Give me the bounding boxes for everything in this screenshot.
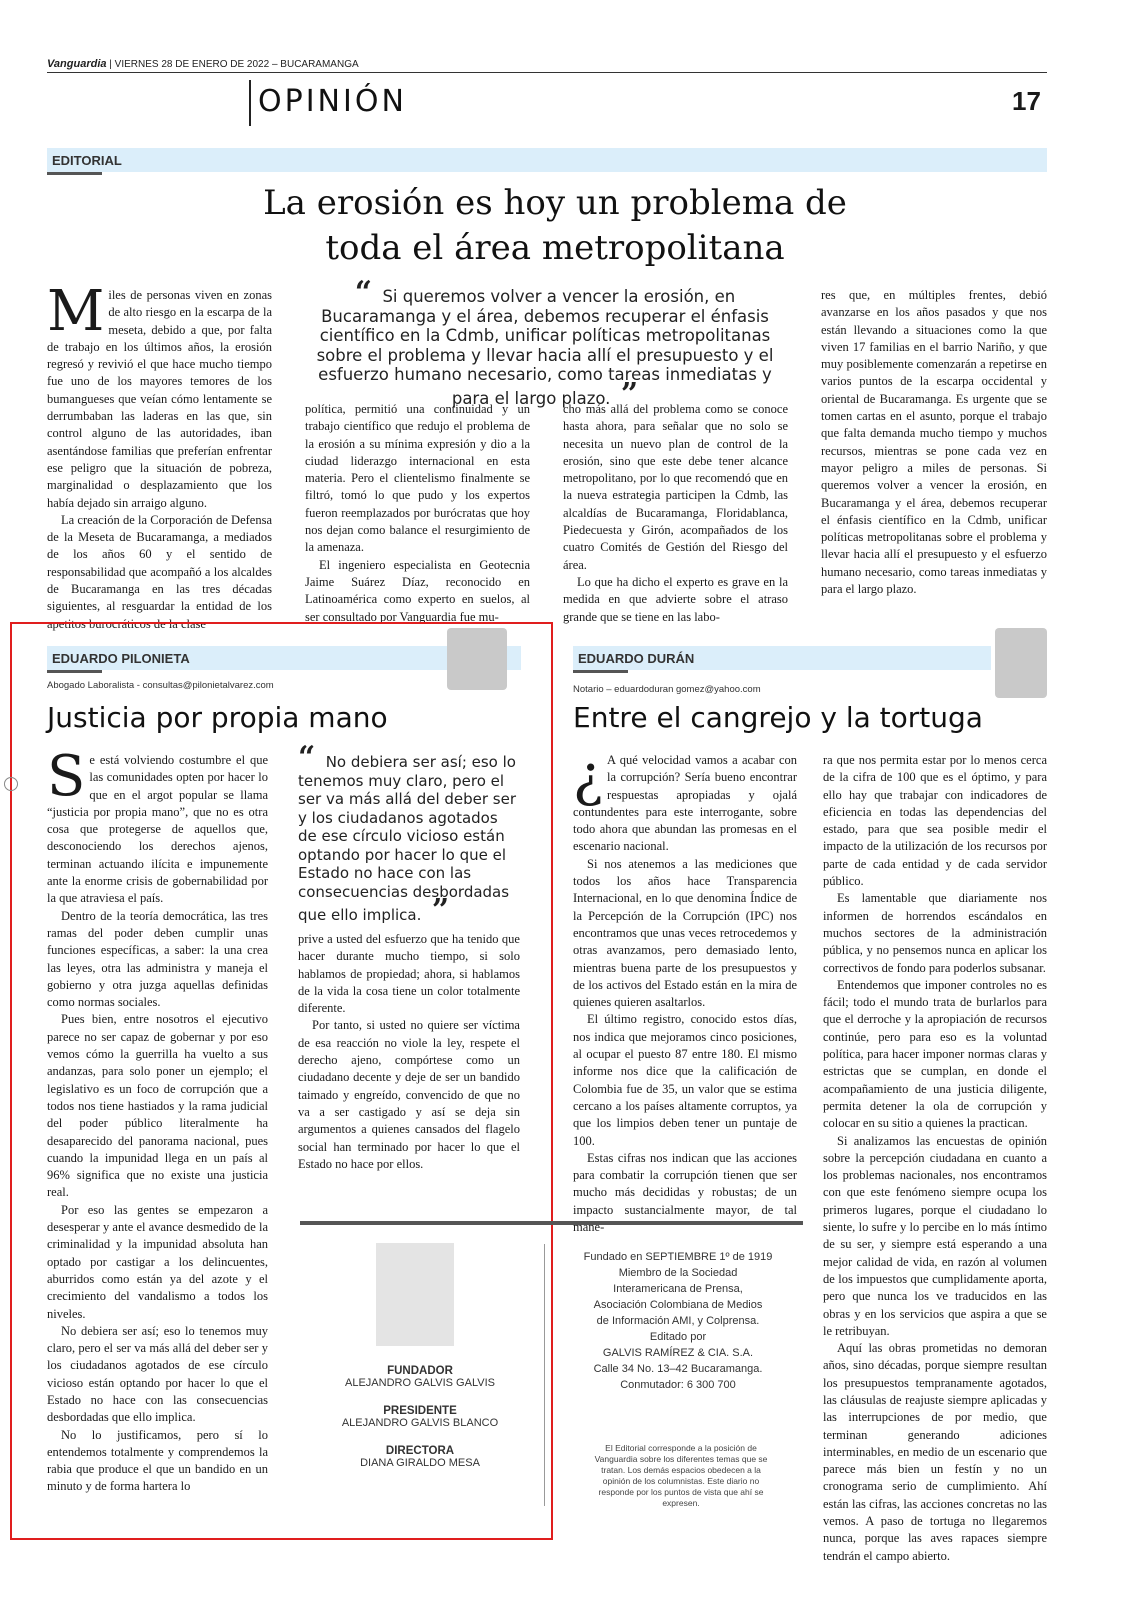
editorial-band (47, 148, 1047, 172)
section-divider (249, 80, 251, 126)
director-name: DIANA GIRALDO MESA (360, 1457, 480, 1469)
duran-p4: Estas cifras nos indican que las acciones para combatir la corrupción tienen que ser mucho más decididas y robustas; de un impacto sustancialmente mayor, de tal mane- (573, 1150, 797, 1235)
pilonieta-byline: Abogado Laboralista - consultas@pilonietalvarez.com (47, 680, 274, 691)
open-quote-icon: “ (354, 275, 383, 310)
pilonieta-c2p2: Por tanto, si usted no quiere ser víctima de esa reacción no viole la ley, respete el derecho ajeno, compórtese como un ciudadano decente y deje de ser un bandido taimado y engreído, convencido de que no va a ser castigado y así se deja sin argumentos a quienes cansados del flagelo social han terminado por hacer lo que el Estado no hace por ellos. (298, 1018, 520, 1171)
info-line: Conmutador: 6 300 700 (620, 1379, 736, 1391)
pilonieta-p1: e está volviendo costumbre el que las comunidades opten por hacer lo que en el argot popular se llama “justicia por propia mano”, que no es otra cosa que protegerse de aquellos que, desconociendo los derechos ajenos, terminan actuando ilícita e impunemente ante la enorme crisis de gobernabilidad por la que atraviesa el país. (47, 753, 268, 906)
pilonieta-column-2 (298, 931, 520, 1173)
section-title: OPINIÓN (258, 84, 407, 119)
pilonieta-author: EDUARDO PILONIETA (52, 651, 190, 666)
duran-column-1 (573, 744, 797, 1236)
masthead (47, 58, 359, 70)
founder-name: ALEJANDRO GALVIS GALVIS (345, 1377, 495, 1389)
editorial-c1-p1: iles de personas viven en zonas de alto riesgo en la escarpa de la meseta, debido a que, por falta de trabajo en los últimos años, la erosión regresó y revivió el que hace mucho tiempo fue uno de los mayores temores de los bumangueses que veían cómo lentamente se derrumbaban las laderas en las que, sin control alguno de las autoridades, iban asentándose familias que preferían enfrentar ese peligro que la situación de pobreza, marginalidad o desplazamiento que los había dejado sin arraigo alguno. (47, 288, 272, 510)
pilonieta-avatar (447, 628, 507, 690)
duran-underline (573, 670, 628, 673)
editorial-label-underline (47, 172, 102, 175)
registration-mark-icon (4, 777, 18, 791)
duran-author: EDUARDO DURÁN (578, 651, 695, 666)
credits-list (330, 1365, 510, 1485)
pilonieta-title: Justicia por propia mano (47, 701, 388, 734)
info-line: GALVIS RAMÍREZ & CIA. S.A. (602, 1347, 754, 1359)
duran-dropcap: ¿ (573, 744, 604, 809)
pilonieta-column-1 (47, 744, 268, 1496)
info-line: Asociación Colombiana de Medios (593, 1299, 763, 1311)
duran-c2p1: ra que nos permita estar por lo menos cerca de la cifra de 100 que es el óptimo, y para ello hay que trabajar con indicadores de eficiencia en todas las dependencias del estado, para que sea posible medir el impacto de la utilización de los recursos por parte de cada entidad y de cada servidor público. (823, 753, 1047, 889)
info-line: de Información AMI, y Colprensa. (596, 1315, 760, 1327)
duran-column-2 (823, 752, 1047, 1565)
duran-title: Entre el cangrejo y la tortuga (573, 701, 983, 734)
info-line: Interamericana de Prensa, (613, 1283, 743, 1295)
editorial-c2-p2: El ingeniero especialista en Geotecnia Jaime Suárez Díaz, reconocido en Latinoamérica como experto en suelos, al ser consultado por Vanguardia fue mu- (305, 557, 530, 624)
founder-photo (376, 1243, 454, 1346)
editorial-column-4 (821, 287, 1047, 598)
editorial-column-1 (47, 279, 272, 633)
duran-p1: A qué velocidad vamos a acabar con la corrupción? Sería bueno encontrar respuestas apropiadas y ojalá contundentes para este interrogante, sobre todo ahora que abundan las promesas en el escenario nacional. (573, 753, 797, 854)
page-number: 17 (1012, 86, 1041, 116)
pilonieta-underline (47, 670, 102, 673)
pilonieta-quote-text: No debiera ser así; eso lo tenemos muy claro, pero el ser va más allá del deber ser y los ciudadanos agotados de ese círculo vicioso están optando por hacer lo que el Estado no hace con las consecuencias desbordadas que ello implica. (298, 753, 517, 924)
pilonieta-p5: No debiera ser así; eso lo tenemos muy claro, pero el ser va más allá del deber ser y los ciudadanos agotados de ese círculo vicioso están optando por hacer lo que el Estado no hace con las consecuencias desbordadas que ello implica. (47, 1323, 268, 1425)
director-role: DIRECTORA (385, 1445, 455, 1457)
credits-divider (544, 1244, 545, 1506)
top-rule (47, 72, 1047, 73)
duran-c2p2: Es lamentable que diariamente nos informen de horrendos escándalos en muchos sectores de la administración pública, y no pensemos nunca en aplicar los correctivos de fondo para poderlos subsanar. (823, 891, 1047, 975)
editorial-dropcap: M (47, 279, 105, 344)
duran-c2p5: Aquí las obras prometidas no demoran años, sino décadas, porque siempre resultan los presupuestos tempranamente agotados, las cláusulas de reajuste siempre aplicadas y las interrupciones de por medio, que terminan generando adiciones interminables, en medio de un escenario que parece más bien un festín y no un cronograma serio de cumplimiento. Ahí están las cifras, las acciones concretas no las vemos. A paso de tortuga no llegaremos nunca, porque las aves rapaces siempre tendrán el campo abierto. (823, 1341, 1047, 1563)
editorial-column-2 (305, 401, 530, 626)
editorial-c3-p2: Lo que ha dicho el experto es grave en la medida en que advierte sobre el atraso grande que se tiene en las labo- (563, 574, 788, 624)
editorial-note: El Editorial corresponde a la posición de Vanguardia sobre los diferentes temas que se tratan. Los demás espacios obedecen a la opinión de los columnistas. Este diario no responde por los puntos de vista que ahí se expresen. (594, 1443, 768, 1508)
editorial-label: EDITORIAL (52, 153, 122, 168)
info-line: Editado por (649, 1331, 707, 1343)
editorial-headline: La erosión es hoy un problema de toda el área metropolitana (263, 183, 847, 268)
editorial-c4-p1: res que, en múltiples frentes, debió avanzarse en los años pasados y que nos están llevando a situaciones como la que viven 17 familias en el barrio Nariño, y que muy posiblemente comenzarán a repetirse en varios puntos de la escarpa occidental y oriental de Bucaramanga. Es urgente que se tomen cartas en el asunto, porque el trabajo que falta demanda mucho tiempo y muchos recursos, mientras se pone cada vez en mayor peligro a miles de personas. Si queremos volver a vencer la erosión, en Bucaramanga y el área, debemos recuperar el énfasis científico en la Cdmb, unificar políticas metropolitanas sobre el problema y llevar hacia allí el presupuesto y el esfuerzo humano necesario, como tareas inmediatas y para el largo plazo. (821, 288, 1047, 597)
pilonieta-p4: Por eso las gentes se empezaron a desesperar y ante el avance desmedido de la criminalidad y la impunidad absoluta han optado por castigar a los delincuentes, aburridos como están ya del azote y el crecimiento del vandalismo a todos los niveles. (47, 1202, 268, 1321)
close-quote-icon: ” (610, 376, 639, 412)
president-name: ALEJANDRO GALVIS BLANCO (341, 1417, 499, 1429)
duran-avatar (995, 628, 1047, 698)
editorial-c1-p2: La creación de la Corporación de Defensa de la Meseta de Bucaramanga, a mediados de los años 60 y el sentido de responsabilidad que acompañó a los alcaldes de Bucaramanga en las tres décadas siguientes, al resguardar la entidad de los apetitos burocráticos de la clase (47, 512, 272, 631)
duran-c2p4: Si analizamos las encuestas de opinión sobre la percepción ciudadana en cuanto a los problemas nacionales, nos encontramos con que este fenómeno siempre ocupa los primeros lugares, porque el ciudadano lo siente, lo sufre y lo percibe en lo más íntimo de su ser, y siempre está esperando a una mejor calidad de vida, en razón al volumen de los impuestos que cumplidamente aporta, pero que nunca los ve traducidos en las obras y en los servicios que aspira a que se le retribuyan. (823, 1133, 1047, 1338)
pilonieta-dropcap: S (47, 744, 86, 809)
close-quote-icon: ” (421, 893, 450, 928)
duran-byline: Notario – eduardoduran gomez@yahoo.com (573, 684, 761, 695)
pilonieta-p6: No lo justificamos, pero sí lo entendemos totalmente y comprendemos la rabia que produce el que un bandido en un minuto y de forma hartera lo (47, 1427, 268, 1494)
info-line: Miembro de la Sociedad (618, 1267, 738, 1279)
president-role: PRESIDENTE (383, 1405, 457, 1417)
pilonieta-c2p1: prive a usted del esfuerzo que ha tenido que hacer durante mucho tiempo, si solo hablamos de propiedad; ahora, si hablamos de la vida la cosa tiene un color totalmente diferente. (298, 932, 520, 1016)
pilonieta-p3: Pues bien, entre nosotros el ejecutivo parece no ser capaz de gobernar y por eso vemos cómo la guerrilla ha vuelto a sus andanzas, para solo poner un ejemplo; el legislativo es un foco de corrupción que a todos nos tiene hastiados y la rama judicial del poder público literalmente ha desaparecido del panorama nacional, pues cuando la impunidad llega en un país al 96% significa que no existe una justicia real. (47, 1012, 268, 1200)
open-quote-icon: “ (298, 740, 326, 775)
newspaper-info (578, 1249, 778, 1393)
pilonieta-p2: Dentro de la teoría democrática, las tres ramas del poder deben cumplir unas funciones específicas, a saber: la una crea las leyes, otra las administra y maneja el gobierno y otra juzga aquellas definidas como normas sociales. (47, 908, 268, 1010)
duran-c2p3: Entendemos que imponer controles no es fácil; todo el mundo trata de burlarlos para que el derroche y la apropiación de recursos continúe, pero para eso es la voluntad política, para hacer imponer normas claras y estrictas que se cumplan, en donde el acompañamiento de una justicia diligente, permita detener la ola de corrupción y colocar en su sitio a quienes la practican. (823, 977, 1047, 1131)
masthead-brand: Vanguardia (47, 58, 107, 70)
info-line: Fundado en SEPTIEMBRE 1º de 1919 (583, 1251, 773, 1263)
editorial-c2-p1: política, permitió una continuidad y un trabajo científico que redujo el problema de la erosión a su mínima expresión y dio a la ciudad liderazgo internacional en esta materia. Pero el clientelismo finalmente se filtró, tomó lo que pudo y los expertos fueron reemplazados por burócratas que hoy nos dejan como balance el resurgimiento de la amenaza. (305, 402, 530, 555)
masthead-dateline: VIERNES 28 DE ENERO DE 2022 – BUCARAMANGA (114, 59, 359, 70)
info-line: Calle 34 No. 13–42 Bucaramanga. (593, 1363, 763, 1375)
editorial-quote-text: Si queremos volver a vencer la erosión, en Bucaramanga y el área, debemos recuperar el énfasis científico en la Cdmb, unificar políticas metropolitanas sobre el problema y llevar hacia allí el presupuesto y el esfuerzo humano necesario, como tareas inmediatas y para el largo plazo. (316, 287, 774, 408)
masthead-separator: | (109, 59, 115, 70)
editorial-column-3 (563, 401, 788, 626)
pilonieta-pullquote (298, 740, 520, 928)
founder-role: FUNDADOR (387, 1365, 453, 1377)
duran-p3: El último registro, conocido estos días, nos indica que mejoramos cinco posiciones, al ocupar el puesto 87 entre 180. El mismo informe nos dice que la calificación de Colombia fue de 35, un valor que se estima cercano a los países altamente corruptos, ya que los limpios deben tener un puntaje de 100. (573, 1012, 797, 1148)
editorial-c3-p1: cho más allá del problema como se conoce hasta ahora, para señalar que no solo se necesita un nuevo plan de control de la erosión, sino que este debe tener alcance metropolitano, por lo que recomendó que en la nueva estrategia participen la Cdmb, las alcaldías de Bucaramanga, Floridablanca, Piedecuesta y Girón, acompañados de los cuatro Comités de Gestión del Riesgo del área. (563, 402, 788, 572)
editorial-pullquote (300, 275, 790, 412)
duran-p2: Si nos atenemos a las mediciones que todos los años hace Transparencia Internacional, en lo que denomina Índice de la Percepción de la Corrupción (IPC) nos encontramos que unas veces retrocedemos y otras avanzamos, pero demasiado lento, mientras buena parte de los presupuestos y de los activos del Estado están en la mira de quienes quieren asaltarlos. (573, 856, 797, 1010)
